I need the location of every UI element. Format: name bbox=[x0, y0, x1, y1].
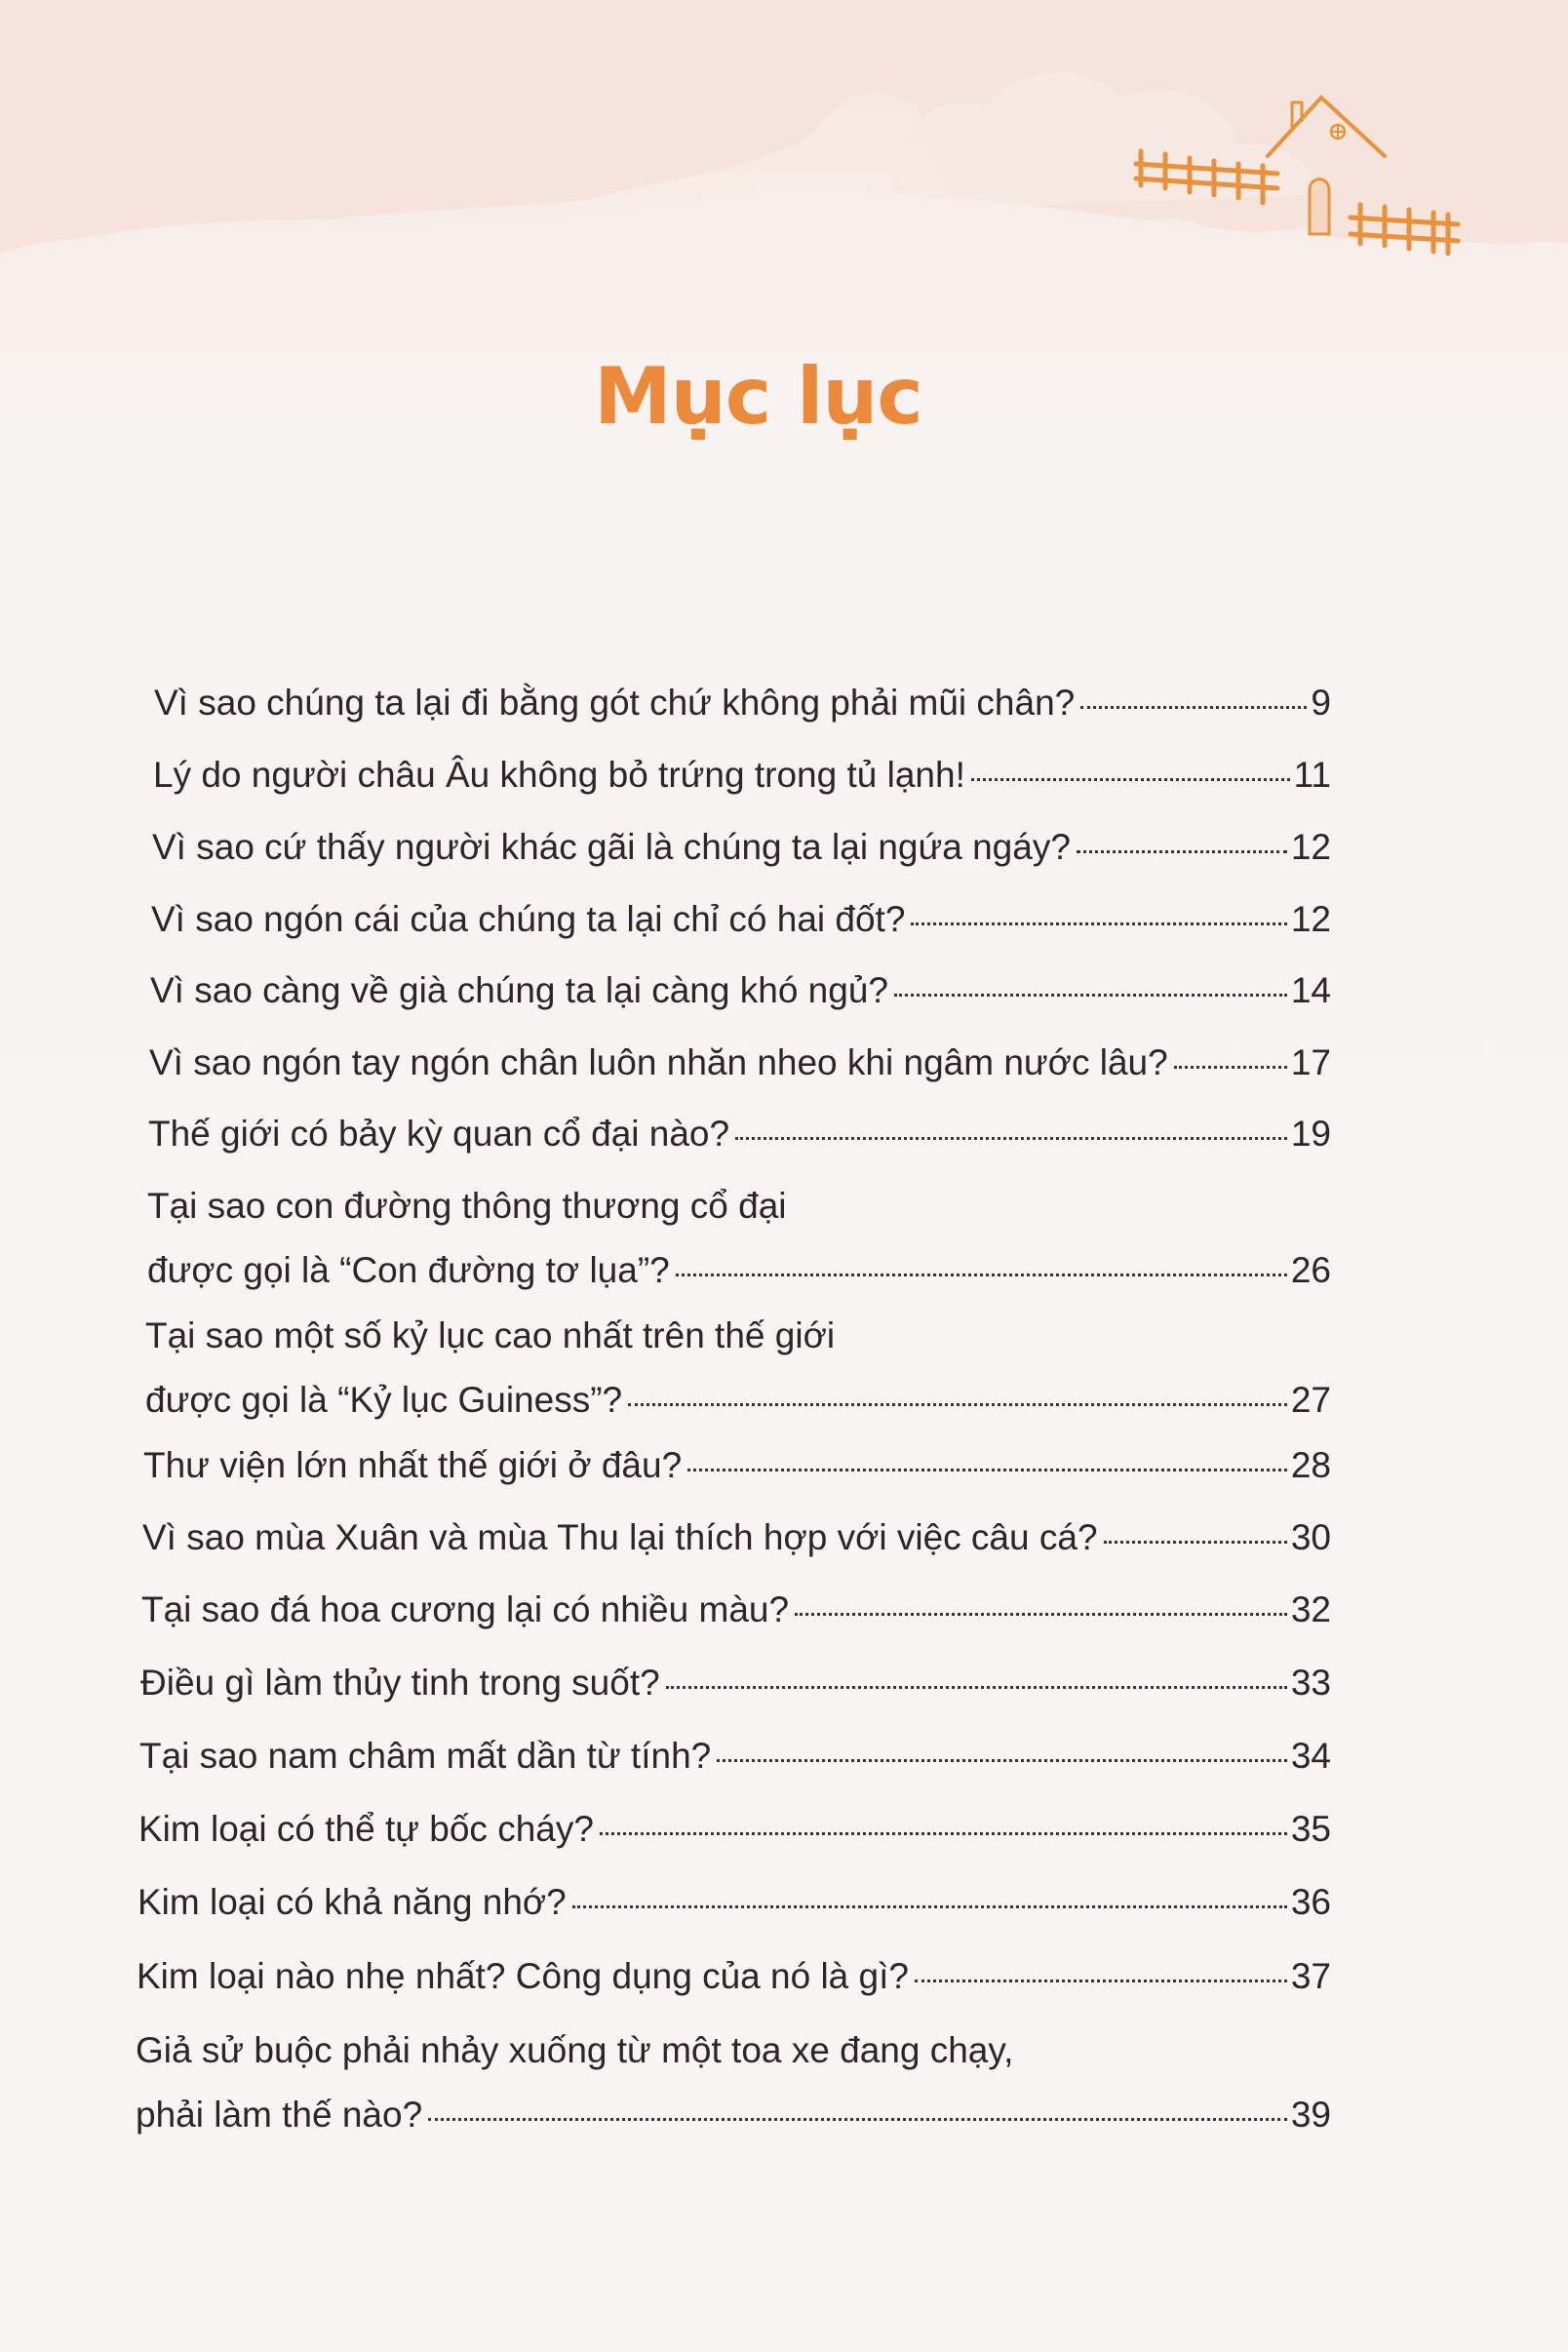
toc-entry-row bbox=[143, 1433, 1331, 1498]
toc-entry-row bbox=[148, 1102, 1331, 1166]
toc-entry-title: được gọi là “Con đường tơ lụa”? bbox=[147, 1250, 670, 1290]
toc-entry-row bbox=[149, 1031, 1331, 1095]
toc-entry-title-line: Giả sử buộc phải nhảy xuống từ một toa xe đang chạy, bbox=[136, 2030, 1014, 2070]
toc-page-number: 12 bbox=[1290, 827, 1331, 867]
toc-entry[interactable] bbox=[143, 1433, 1331, 1498]
toc-entry[interactable] bbox=[139, 1724, 1331, 1788]
toc-entry[interactable] bbox=[141, 1578, 1331, 1642]
toc-entry-title: Tại sao nam châm mất dần từ tính? bbox=[139, 1736, 712, 1776]
dot-leader bbox=[687, 1469, 1287, 1471]
toc-entry-title: Điều gì làm thủy tinh trong suốt? bbox=[140, 1663, 660, 1703]
toc-page-number: 17 bbox=[1290, 1042, 1331, 1082]
toc-page-number: 34 bbox=[1290, 1736, 1331, 1776]
toc-page-number: 12 bbox=[1290, 899, 1331, 939]
toc-entry[interactable] bbox=[136, 2019, 1331, 2147]
dot-leader bbox=[628, 1403, 1287, 1406]
toc-page-number: 39 bbox=[1290, 2095, 1331, 2135]
toc-page-number: 30 bbox=[1290, 1517, 1331, 1557]
toc-entry-row bbox=[145, 1368, 1331, 1432]
toc-entry-title: Tại sao đá hoa cương lại có nhiều màu? bbox=[141, 1589, 790, 1629]
toc-page-number: 27 bbox=[1290, 1380, 1331, 1420]
toc-entry[interactable] bbox=[153, 743, 1331, 807]
toc-entry-title: Kim loại có khả năng nhớ? bbox=[137, 1882, 567, 1922]
toc-page-number: 32 bbox=[1290, 1589, 1331, 1629]
dot-leader bbox=[428, 2118, 1287, 2121]
toc-entry[interactable] bbox=[147, 1174, 1331, 1303]
toc-entry-title-line: Tại sao một số kỷ lục cao nhất trên thế giới bbox=[145, 1315, 836, 1355]
toc-page-number: 11 bbox=[1293, 755, 1331, 795]
toc-entry-title: Kim loại có thể tự bốc cháy? bbox=[138, 1809, 594, 1849]
toc-entry-row bbox=[140, 1651, 1331, 1715]
toc-entry[interactable] bbox=[145, 1304, 1331, 1432]
toc-entry-title: Vì sao cứ thấy người khác gãi là chúng ta lại ngứa ngáy? bbox=[152, 827, 1071, 867]
dot-leader bbox=[971, 778, 1290, 781]
toc-entry-row bbox=[136, 2083, 1331, 2147]
toc-entry[interactable] bbox=[142, 1506, 1331, 1570]
dot-leader bbox=[1080, 706, 1307, 709]
dot-leader bbox=[600, 1832, 1287, 1835]
dot-leader bbox=[915, 1980, 1287, 1982]
toc-entry-row bbox=[150, 959, 1331, 1023]
toc-entry-title: Vì sao ngón tay ngón chân luôn nhăn nheo khi ngâm nước lâu? bbox=[149, 1042, 1168, 1082]
toc-entry-row bbox=[137, 1870, 1331, 1935]
toc-entry-title: Vì sao càng về già chúng ta lại càng khó ngủ? bbox=[150, 970, 888, 1010]
toc-entry[interactable] bbox=[137, 1944, 1331, 2009]
toc-entry-title: Thế giới có bảy kỳ quan cổ đại nào? bbox=[148, 1114, 730, 1154]
toc-entry-row bbox=[142, 1506, 1331, 1570]
toc-entry-row bbox=[151, 887, 1331, 952]
toc-entry-title: được gọi là “Kỷ lục Guiness”? bbox=[145, 1380, 623, 1420]
toc-entry[interactable] bbox=[148, 1102, 1331, 1166]
toc-page-number: 33 bbox=[1290, 1663, 1331, 1703]
toc-entry-row bbox=[147, 1238, 1331, 1303]
toc-entry[interactable] bbox=[154, 671, 1331, 735]
toc-entry-title: phải làm thế nào? bbox=[136, 2095, 423, 2135]
toc-entry[interactable] bbox=[138, 1797, 1331, 1862]
toc-entry-row bbox=[139, 1724, 1331, 1788]
dot-leader bbox=[894, 994, 1287, 997]
toc-entry-row bbox=[153, 743, 1331, 807]
toc-entry-row bbox=[137, 1944, 1331, 2009]
toc-entry-title: Vì sao ngón cái của chúng ta lại chỉ có hai đốt? bbox=[151, 899, 906, 939]
toc-page-number: 26 bbox=[1290, 1250, 1331, 1290]
dot-leader bbox=[911, 922, 1286, 925]
dot-leader bbox=[572, 1905, 1287, 1908]
toc-page-number: 19 bbox=[1290, 1114, 1331, 1154]
toc-entry[interactable] bbox=[149, 1031, 1331, 1095]
toc-entry[interactable] bbox=[152, 815, 1331, 880]
toc-entry-row bbox=[138, 1797, 1331, 1862]
dot-leader bbox=[1104, 1541, 1287, 1544]
toc-entry[interactable] bbox=[150, 959, 1331, 1023]
toc-page-number: 35 bbox=[1290, 1809, 1331, 1849]
dot-leader bbox=[795, 1613, 1287, 1616]
dot-leader bbox=[717, 1759, 1287, 1762]
toc-entry-row bbox=[152, 815, 1331, 880]
dot-leader bbox=[735, 1137, 1287, 1140]
toc-entry-title: Vì sao mùa Xuân và mùa Thu lại thích hợp với việc câu cá? bbox=[142, 1517, 1098, 1557]
dot-leader bbox=[1174, 1066, 1287, 1069]
page-title: Mục lục bbox=[594, 351, 922, 442]
toc-page-number: 36 bbox=[1290, 1882, 1331, 1922]
toc-entry-title: Vì sao chúng ta lại đi bằng gót chứ không phải mũi chân? bbox=[154, 683, 1076, 723]
dot-leader bbox=[676, 1274, 1287, 1276]
toc-entry-row bbox=[141, 1578, 1331, 1642]
toc-page-number: 28 bbox=[1290, 1445, 1331, 1485]
toc-entry-title: Thư viện lớn nhất thế giới ở đâu? bbox=[143, 1445, 683, 1485]
toc-entry[interactable] bbox=[140, 1651, 1331, 1715]
dot-leader bbox=[1077, 850, 1287, 853]
toc-page-number: 14 bbox=[1290, 970, 1331, 1010]
toc-entry[interactable] bbox=[151, 887, 1331, 952]
toc-entry-title: Lý do người châu Âu không bỏ trứng trong tủ lạnh! bbox=[153, 755, 965, 795]
toc-entry-title: Kim loại nào nhẹ nhất? Công dụng của nó là gì? bbox=[137, 1956, 909, 1996]
toc-page-number: 37 bbox=[1290, 1956, 1331, 1996]
toc-page-number: 9 bbox=[1311, 683, 1331, 723]
toc-entry[interactable] bbox=[137, 1870, 1331, 1935]
dot-leader bbox=[666, 1686, 1287, 1689]
toc-entry-title-line: Tại sao con đường thông thương cổ đại bbox=[147, 1186, 787, 1226]
toc-entry-row bbox=[154, 671, 1331, 735]
